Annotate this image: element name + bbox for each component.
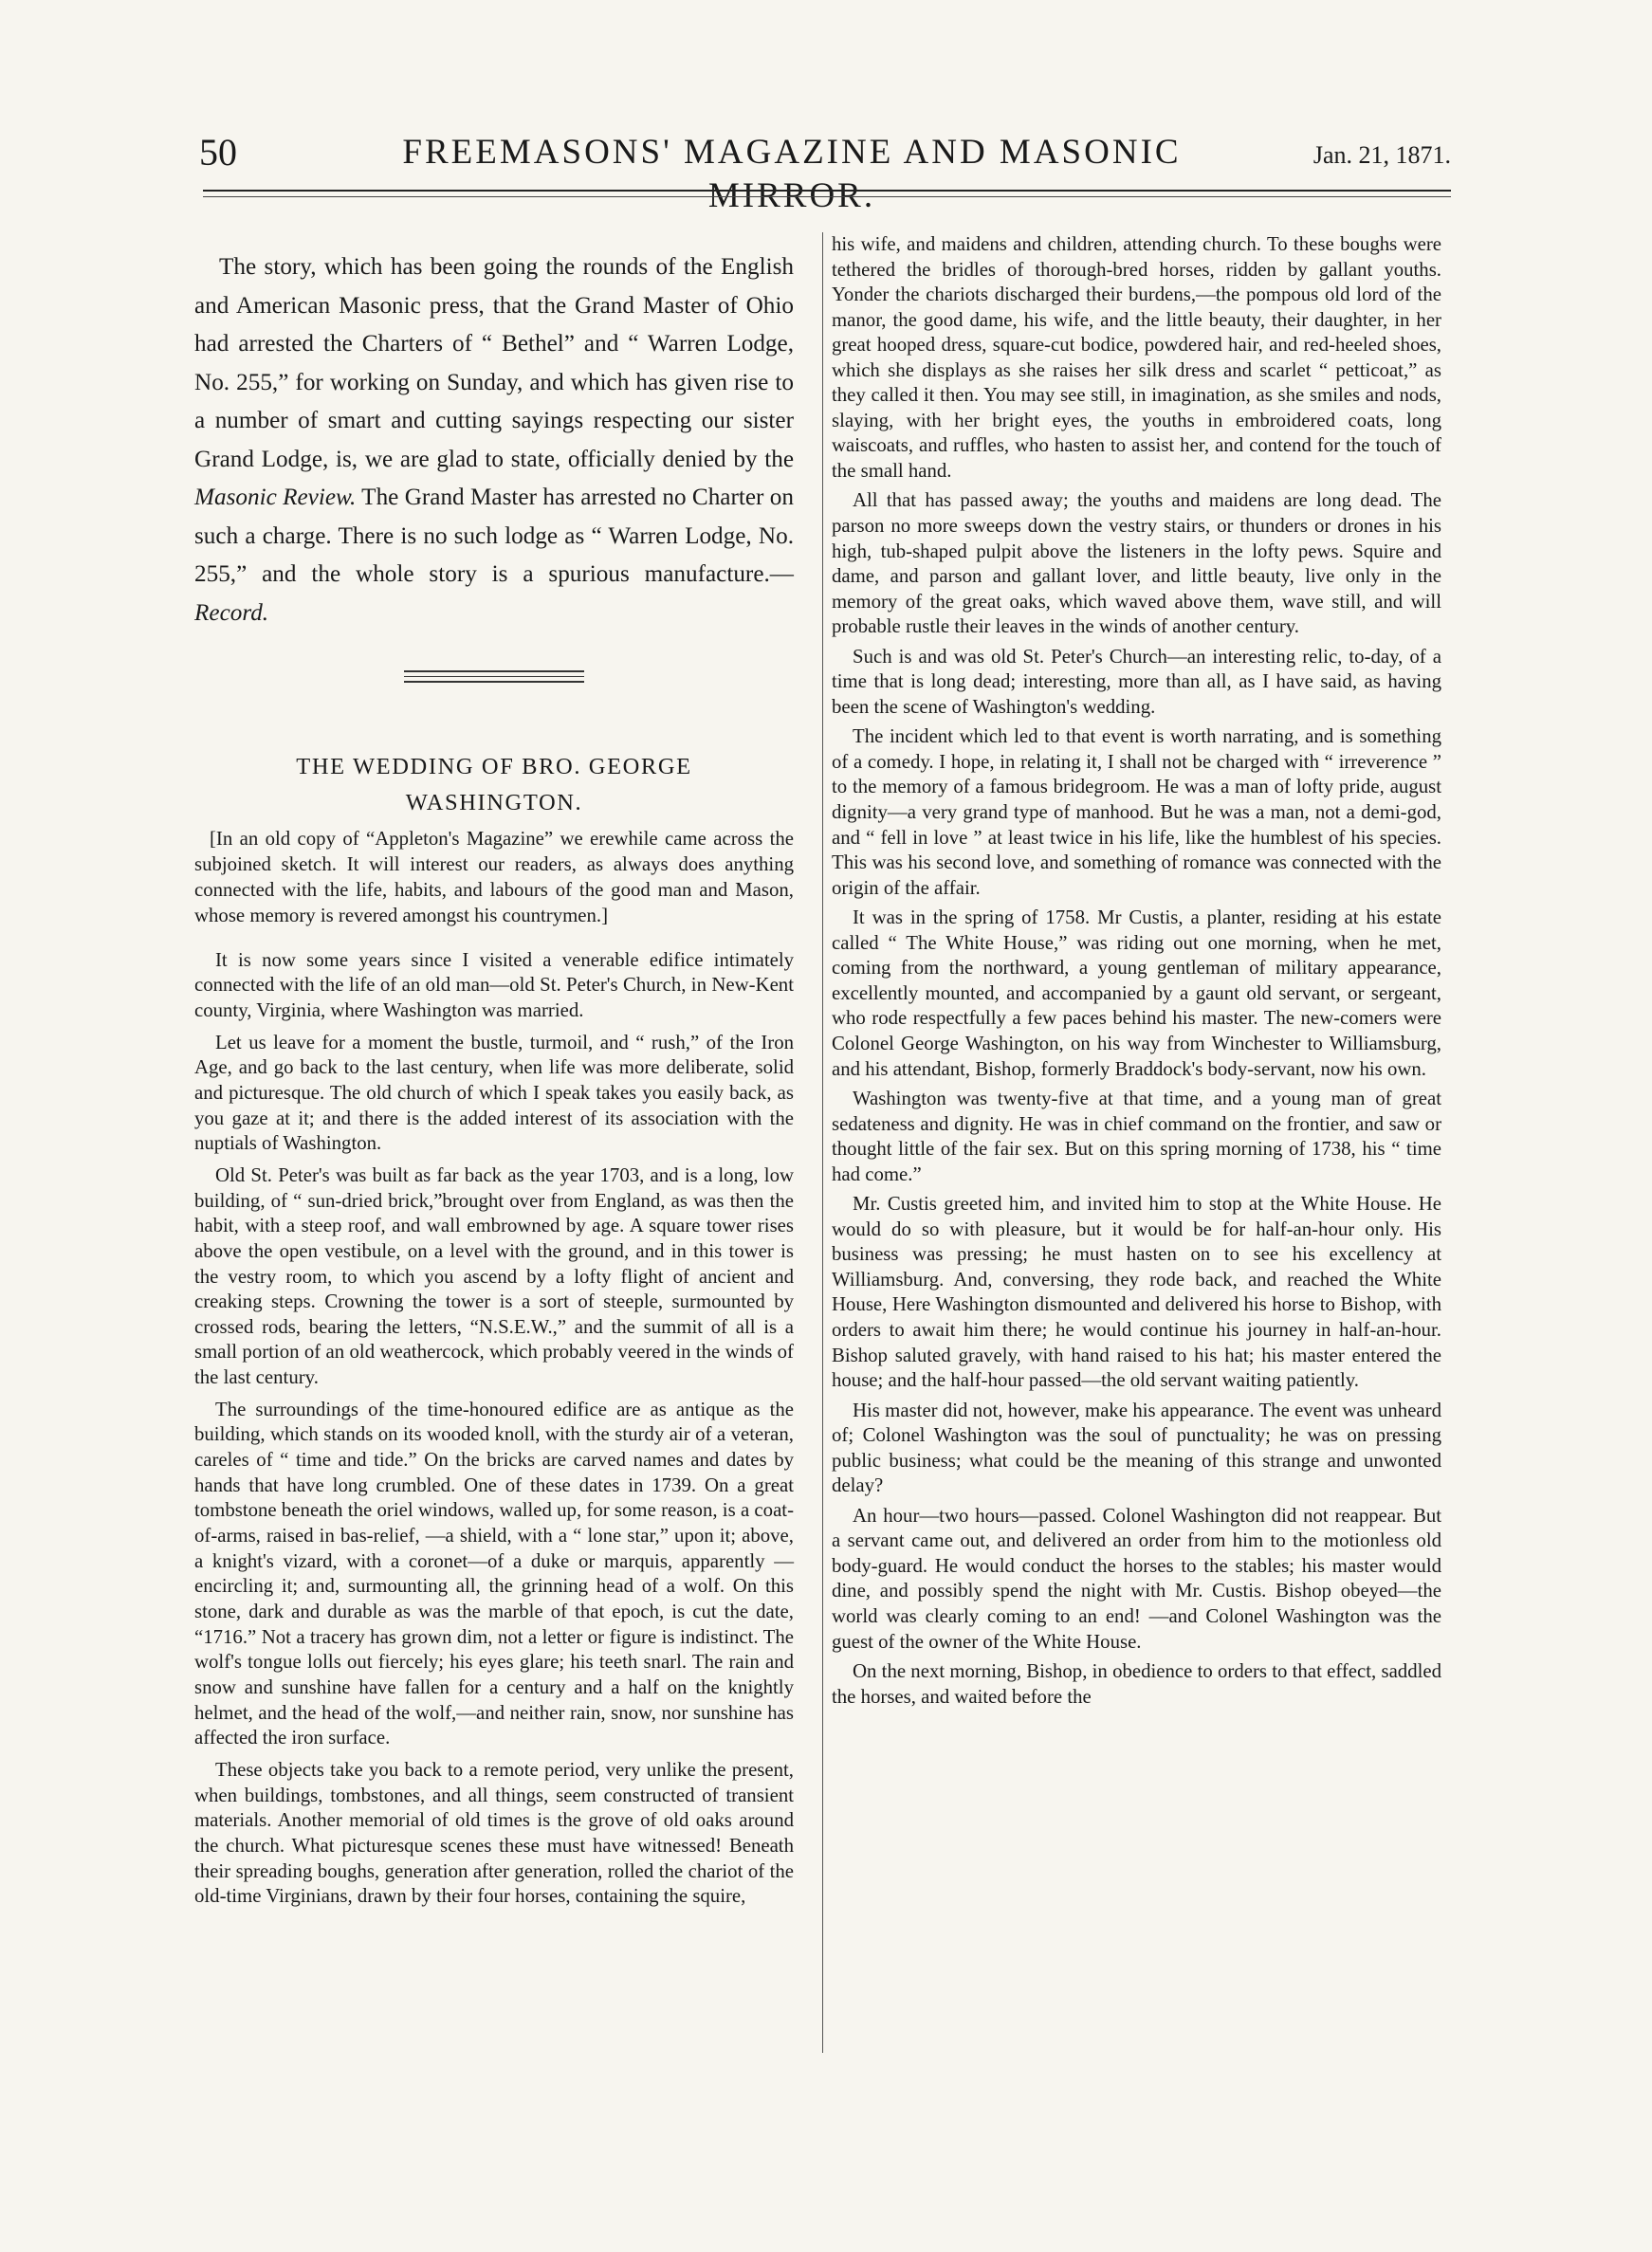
article-paragraph: The surroundings of the time-honoured edifice are as antique as the building, which stands on its wooded knoll, with the sturdy air of a veteran, careles of “ time and tide.” On the bricks are carved names and dates by hands that have long crumbled. One of these dates in 1739. On a great tombstone beneath the oriel windows, walled up, for some reason, is a coat-of-arms, raised in bas-relief, —a shield, with a “ lone star,” upon it; above, a knight's vizard, with a coronet—of a duke or marquis, apparently —encircling it; and, surmounting all, the grinning head of a wolf. On this stone, dark and durable as was the marble of that epoch, is cut the date, “1716.” Not a tracery has grown dim, not a letter or figure is indistinct. The wolf's tongue lolls out fiercely; his eyes glare; his teeth snarl. The rain and snow and sunshine have fallen for a century and a half on the knightly helmet, and the head of the wolf,—and neither rain, snow, nor sunshine has affected the iron surface. xyxy=(194,1398,794,1749)
lead-text-before: The story, which has been going the rounds of the English and American Masonic press, that the Grand Master of Ohio had arrested the Charters of “ Bethel” and “ Warren Lodge, No. 255,” for working on Sunday, and which has given rise to a number of smart and cutting sayings respecting our sister Grand Lodge, is, we are glad to state, officially denied by the xyxy=(194,254,794,472)
article-paragraph: Such is and was old St. Peter's Church—an interesting relic, to-day, of a time that is long dead; interesting, more than all, as I have said, as having been the scene of Washington's wedding. xyxy=(832,645,1441,718)
article-title xyxy=(194,749,794,821)
article-paragraph: The incident which led to that event is worth narrating, and is something of a comedy. I hope, in relating it, I shall not be charged with “ irreverence ” to the memory of a famous bridegroom. He was a man of lofty pride, august dignity—a very grand type of manhood. But he was a man, not a demi-god, and “ fell in love ” at least twice in his life, like the humblest of his species. This was his second love, and something of romance was connected with the origin of the affair. xyxy=(832,725,1441,899)
column-divider xyxy=(822,232,823,2053)
article-title-line2: WASHINGTON. xyxy=(405,790,583,815)
page-number: 50 xyxy=(199,131,237,174)
article-paragraph: It is now some years since I visited a venerable edifice intimately connected with the life of an old man—old St. Peter's Church, in New-Kent county, Virginia, where Washington was married. xyxy=(194,948,794,1021)
masthead-title: FREEMASONS' MAGAZINE AND MASONIC MIRROR. xyxy=(402,133,1182,215)
article-paragraph: Washington was twenty-five at that time, and a young man of great sedateness and dignity. He was in chief command on the frontier, and saw or thought little of the fair sex. But on this spring morning of 1738, his “ time had come.” xyxy=(832,1088,1441,1185)
article-paragraph: Mr. Custis greeted him, and invited him to stop at the White House. He would do so with pleasure, but it would be for half-an-hour only. His business was pressing; he must hasten on to see his excellency at Williamsburg. And, conversing, they rode back, and reached the White House, Here Washington dismounted and delivered his horse to Bishop, with orders to await him there; he would continue his journey in half-an-hour. Bishop saluted gravely, with hand raised to his hat; his master entered the house; and the half-hour passed—the old servant waiting patiently. xyxy=(832,1193,1441,1392)
article-paragraph: These objects take you back to a remote period, very unlike the present, when buildings, tombstones, and all things, seem constructed of transient materials. Another memorial of old times is the grove of old oaks around the church. What picturesque scenes these must have witnessed! Beneath their spreading boughs, generation after generation, rolled the chariot of the old-time Virginians, drawn by their four horses, containing the squire, xyxy=(194,1758,794,1908)
left-column xyxy=(194,248,794,1910)
article-intro: [In an old copy of “Appleton's Magazine” we erewhile came across the subjoined sketch. It will interest our readers, as always does anything connected with the life, habits, and labours of the good man and Mason, whose memory is revered amongst his countrymen.] xyxy=(194,828,794,926)
right-column xyxy=(832,232,1441,1710)
article-paragraph: An hour—two hours—passed. Colonel Washington did not reappear. But a servant came out, and delivered an order from him to the motionless old body-guard. He would conduct the horses to the stables; his master would dine, and possibly spend the night with Mr. Custis. Bishop obeyed—the world was clearly coming to an end! —and Colonel Washington was the guest of the owner of the White House. xyxy=(832,1504,1441,1653)
article-paragraph: All that has passed away; the youths and maidens are long dead. The parson no more sweeps down the vestry stairs, or thunders or drones in his high, tub-shaped pulpit above the listeners in the lofty pews. Squire and dame, and parson and gallant lover, and little beauty, live only in the memory of the great oaks, which waved above them, wave still, and will probable rustle their leaves in the winds of another century. xyxy=(832,489,1441,638)
article-title-line1: THE WEDDING OF BRO. GEORGE xyxy=(296,754,692,779)
article-paragraph: It was in the spring of 1758. Mr Custis, a planter, residing at his estate called “ The White House,” was riding out one morning, when he met, coming from the northward, a young gentleman of military appearance, excellently mounted, and accompanied by a gaunt old servant, or sergeant, who rode respectfully a few paces behind his master. The new-comers were Colonel George Washington, on his way from Winchester to Williamsburg, and his attendant, Bishop, formerly Braddock's body-servant, now his own. xyxy=(832,906,1441,1080)
article-paragraph: Let us leave for a moment the bustle, turmoil, and “ rush,” of the Iron Age, and go back to the last century, when life was more deliberate, solid and picturesque. The old church of which I speak takes you easily back, as you gaze at it; and there is the added interest of its association with the nuptials of Washington. xyxy=(194,1031,794,1155)
page-header xyxy=(199,129,1451,215)
article-paragraph: His master did not, however, make his appearance. The event was unheard of; Colonel Washington was the soul of punctuality; he was on pressing public business; what could be the meaning of this strange and unwonted delay? xyxy=(832,1399,1441,1497)
section-separator xyxy=(404,670,584,683)
lead-credit: Record. xyxy=(194,599,269,626)
header-rule xyxy=(203,190,1451,192)
lead-item-paragraph xyxy=(194,248,794,632)
lead-source: Masonic Review. xyxy=(194,485,357,510)
article-paragraph: his wife, and maidens and children, attending church. To these boughs were tethered the bridles of thorough-bred horses, ridden by gallant youths. Yonder the chariots discharged their burdens,—the pompous old lord of the manor, the good dame, his wife, and the little beauty, their daughter, in her great hooped dress, square-cut bodice, powdered hair, and red-heeled shoes, which she displays as she raises her silk dress and scarlet “ petticoat,” as they called it then. You may see still, in imagination, as she smiles and nods, slaying, with her bright eyes, the youths in embroidered coats, long waiscoats, and ruffles, who hasten to assist her, and contend for the touch of the small hand. xyxy=(832,233,1441,482)
lead-text-after: The Grand Master has arrested no Charter on such a charge. There is no such lodge as “ Warren Lodge, No. 255,” and the whole story is a spurious manufacture.— xyxy=(194,485,794,587)
article-paragraph: Old St. Peter's was built as far back as the year 1703, and is a long, low building, of “ sun-dried brick,”brought over from England, as was then the habit, with a steep roof, and wall embrowned by age. A square tower rises above the open vestibule, on a level with the ground, and in this tower is the vestry room, to which you ascend by a lofty flight of ancient and creaking steps. Crowning the tower is a sort of steeple, surmounted by crossed rods, bearing the letters, “N.S.E.W.,” and the summit of all is a small portion of an old weathercock, which probably veered in the winds of the last century. xyxy=(194,1163,794,1389)
article-paragraph: On the next morning, Bishop, in obedience to orders to that effect, saddled the horses, and waited before the xyxy=(832,1660,1441,1708)
header-rule-thin xyxy=(203,196,1451,197)
issue-date: Jan. 21, 1871. xyxy=(1312,141,1451,169)
